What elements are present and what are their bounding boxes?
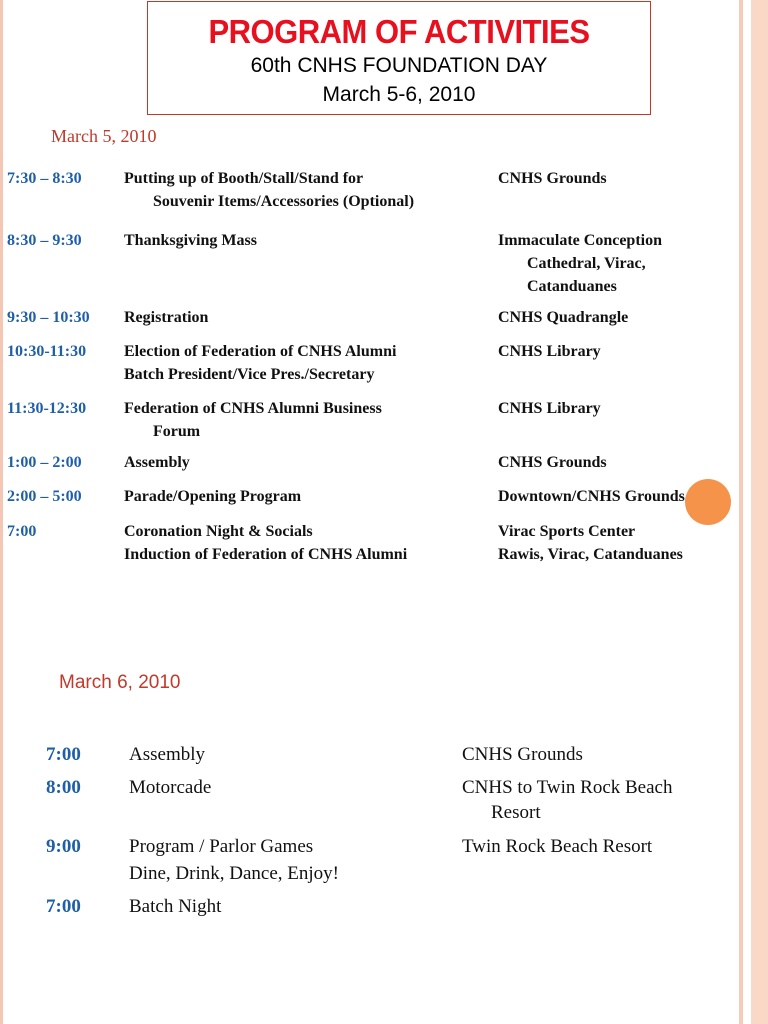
row-activity: Putting up of Booth/Stall/Stand for Souvenir Items/Accessories (Optional)	[124, 170, 415, 210]
row-activity: Parade/Opening Program	[124, 488, 302, 505]
left-border-stripe	[0, 0, 3, 1024]
event-dates: March 5-6, 2010	[322, 83, 476, 106]
orange-circle-marker	[685, 479, 731, 525]
row-activity: Thanksgiving Mass	[124, 232, 257, 249]
row-venue: CNHS Quadrangle	[498, 309, 629, 326]
row-venue: Immaculate Conception Cathedral, Virac, Catanduanes	[498, 232, 662, 295]
row-time: 1:00 – 2:00	[7, 454, 82, 471]
right-border-stripe-outer	[751, 0, 768, 1024]
row-activity: Registration	[124, 309, 209, 326]
row-activity: Assembly	[124, 454, 190, 471]
row-time: 7:00	[7, 523, 37, 540]
event-subtitle: 60th CNHS FOUNDATION DAY	[250, 54, 548, 77]
right-border-stripe-inner	[739, 0, 743, 1024]
row-time: 7:00	[46, 744, 81, 765]
row-time: 11:30-12:30	[7, 400, 87, 417]
row-time: 10:30-11:30	[7, 343, 87, 360]
row-venue: Virac Sports Center Rawis, Virac, Catanduanes	[498, 523, 683, 563]
day1-date-heading: March 5, 2010	[51, 126, 157, 146]
row-time: 8:00	[46, 777, 81, 798]
row-venue: CNHS Grounds	[498, 170, 607, 187]
day2-date-heading: March 6, 2010	[59, 672, 181, 693]
row-activity: Motorcade	[129, 777, 212, 798]
row-activity: Assembly	[129, 744, 205, 765]
title-box	[147, 1, 651, 115]
row-activity: Program / Parlor Games Dine, Drink, Dance, Enjoy!	[129, 836, 339, 884]
row-venue: CNHS to Twin Rock Beach Resort	[462, 777, 673, 823]
row-activity: Election of Federation of CNHS Alumni Batch President/Vice Pres./Secretary	[124, 343, 397, 383]
row-time: 2:00 – 5:00	[7, 488, 82, 505]
page-title: PROGRAM OF ACTIVITIES	[208, 12, 590, 51]
row-time: 9:00	[46, 836, 81, 857]
row-time: 9:30 – 10:30	[7, 309, 90, 326]
row-time: 7:00	[46, 896, 81, 917]
row-venue: Downtown/CNHS Grounds	[498, 488, 685, 505]
row-activity: Coronation Night & Socials Induction of Federation of CNHS Alumni	[124, 523, 408, 563]
row-venue: CNHS Grounds	[498, 454, 607, 471]
row-venue: CNHS Library	[498, 343, 601, 360]
row-time: 7:30 – 8:30	[7, 170, 82, 187]
row-time: 8:30 – 9:30	[7, 232, 82, 249]
row-activity: Batch Night	[129, 896, 222, 917]
row-venue: CNHS Library	[498, 400, 601, 417]
row-venue: Twin Rock Beach Resort	[462, 836, 653, 857]
row-activity: Federation of CNHS Alumni Business Forum	[124, 400, 382, 440]
row-venue: CNHS Grounds	[462, 744, 583, 765]
